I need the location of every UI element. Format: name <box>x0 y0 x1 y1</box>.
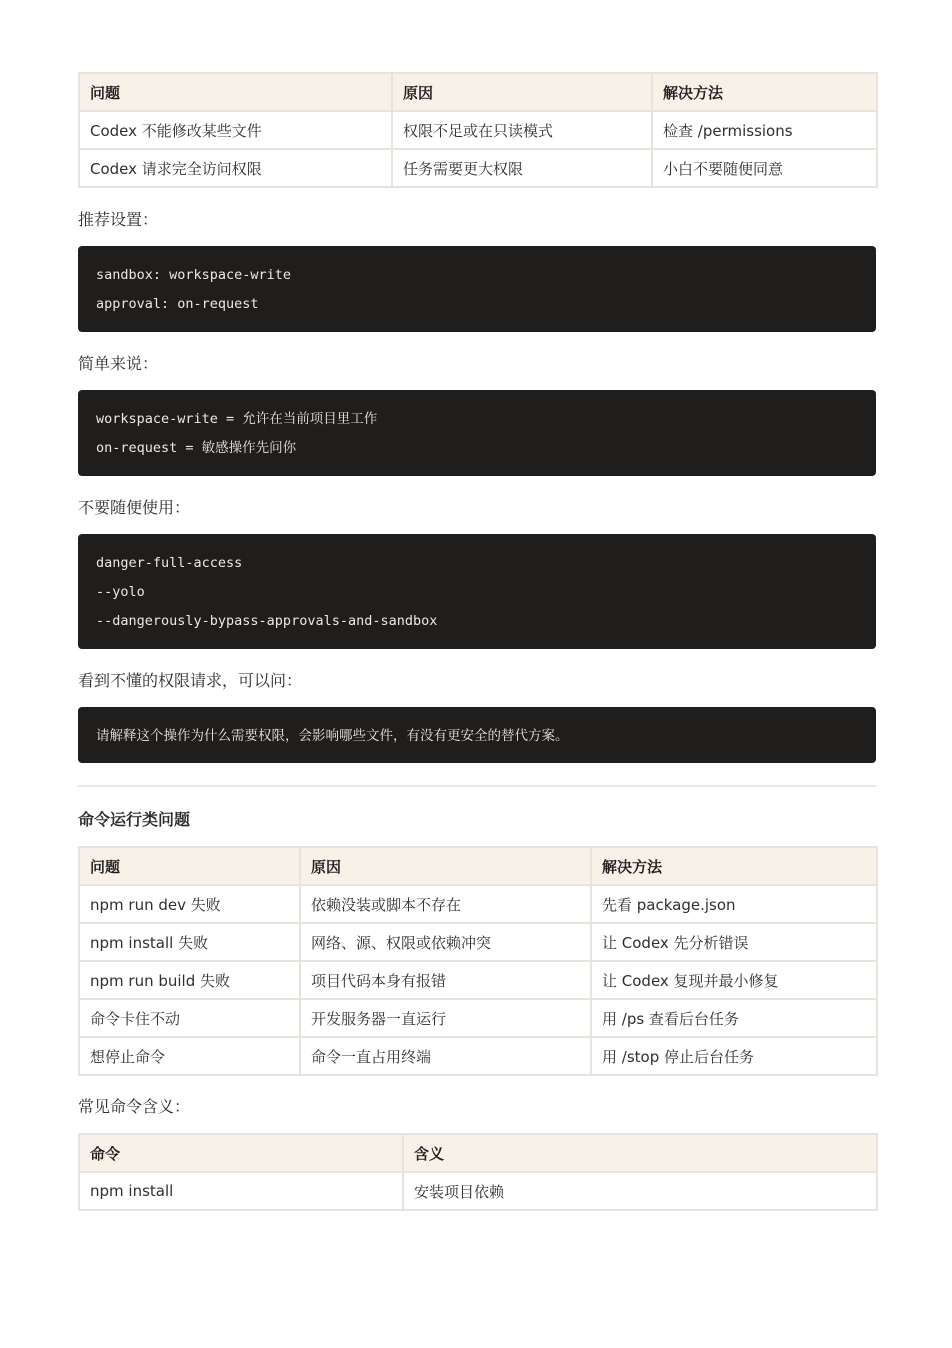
table-cell: Codex 请求完全访问权限 <box>79 149 392 187</box>
table-cell: npm run build 失败 <box>79 961 300 999</box>
simple-code-block <box>78 390 876 476</box>
command-issues-table <box>78 846 878 1076</box>
ask-label: 看到不懂的权限请求，可以问： <box>78 671 303 690</box>
permission-issues-table <box>78 72 878 188</box>
code-line: --dangerously-bypass-approvals-and-sandbox <box>96 613 438 629</box>
code-line: workspace-write = 允许在当前项目里工作 <box>96 411 378 427</box>
recommended-code-block <box>78 246 876 332</box>
code-line: on-request = 敏感操作先问你 <box>96 440 297 456</box>
code-line: sandbox: workspace-write <box>96 267 292 283</box>
table-cell: npm install <box>79 1172 403 1210</box>
table-cell: 小白不要随便同意 <box>652 149 877 187</box>
table-cell: 网络、源、权限或依赖冲突 <box>300 923 591 961</box>
table-cell: 开发服务器一直运行 <box>300 999 591 1037</box>
table-cell: 项目代码本身有报错 <box>300 961 591 999</box>
command-section-heading: 命令运行类问题 <box>78 810 191 829</box>
header-cell: 含义 <box>403 1134 877 1172</box>
command-meaning-table <box>78 1133 878 1211</box>
table-cell: Codex 不能修改某些文件 <box>79 111 392 149</box>
table-header-row <box>79 847 877 885</box>
code-line: danger-full-access <box>96 555 243 571</box>
document-page <box>78 72 876 1211</box>
recommended-label: 推荐设置： <box>78 210 159 229</box>
table-header-row <box>79 73 877 111</box>
header-cell: 问题 <box>79 73 392 111</box>
code-line: approval: on-request <box>96 296 259 312</box>
table-cell: 安装项目依赖 <box>403 1172 877 1210</box>
section-divider <box>78 785 876 787</box>
table-row <box>79 923 877 961</box>
avoid-label: 不要随便使用： <box>78 498 191 517</box>
header-cell: 命令 <box>79 1134 403 1172</box>
table-cell: 权限不足或在只读模式 <box>392 111 652 149</box>
table-cell: 检查 /permissions <box>652 111 877 149</box>
table-cell: 用 /stop 停止后台任务 <box>591 1037 877 1075</box>
table-cell: 让 Codex 复现并最小修复 <box>591 961 877 999</box>
table-cell: 先看 package.json <box>591 885 877 923</box>
table-row <box>79 885 877 923</box>
table-cell: npm install 失败 <box>79 923 300 961</box>
table-cell: 任务需要更大权限 <box>392 149 652 187</box>
table-row <box>79 1172 877 1210</box>
table-cell: npm run dev 失败 <box>79 885 300 923</box>
table-header-row <box>79 1134 877 1172</box>
table-row <box>79 1037 877 1075</box>
table-cell: 命令一直占用终端 <box>300 1037 591 1075</box>
header-cell: 原因 <box>300 847 591 885</box>
table-cell: 命令卡住不动 <box>79 999 300 1037</box>
code-line: 请解释这个操作为什么需要权限，会影响哪些文件，有没有更安全的替代方案。 <box>96 728 569 744</box>
table-row <box>79 149 877 187</box>
ask-code-block <box>78 707 876 763</box>
table-row <box>79 999 877 1037</box>
header-cell: 原因 <box>392 73 652 111</box>
header-cell: 解决方法 <box>652 73 877 111</box>
meaning-label: 常见命令含义： <box>78 1097 191 1116</box>
simple-label: 简单来说： <box>78 354 159 373</box>
table-cell: 让 Codex 先分析错误 <box>591 923 877 961</box>
table-cell: 依赖没装或脚本不存在 <box>300 885 591 923</box>
code-line: --yolo <box>96 584 145 600</box>
header-cell: 解决方法 <box>591 847 877 885</box>
table-row <box>79 961 877 999</box>
table-cell: 想停止命令 <box>79 1037 300 1075</box>
avoid-code-block <box>78 534 876 649</box>
table-cell: 用 /ps 查看后台任务 <box>591 999 877 1037</box>
table-row <box>79 111 877 149</box>
header-cell: 问题 <box>79 847 300 885</box>
